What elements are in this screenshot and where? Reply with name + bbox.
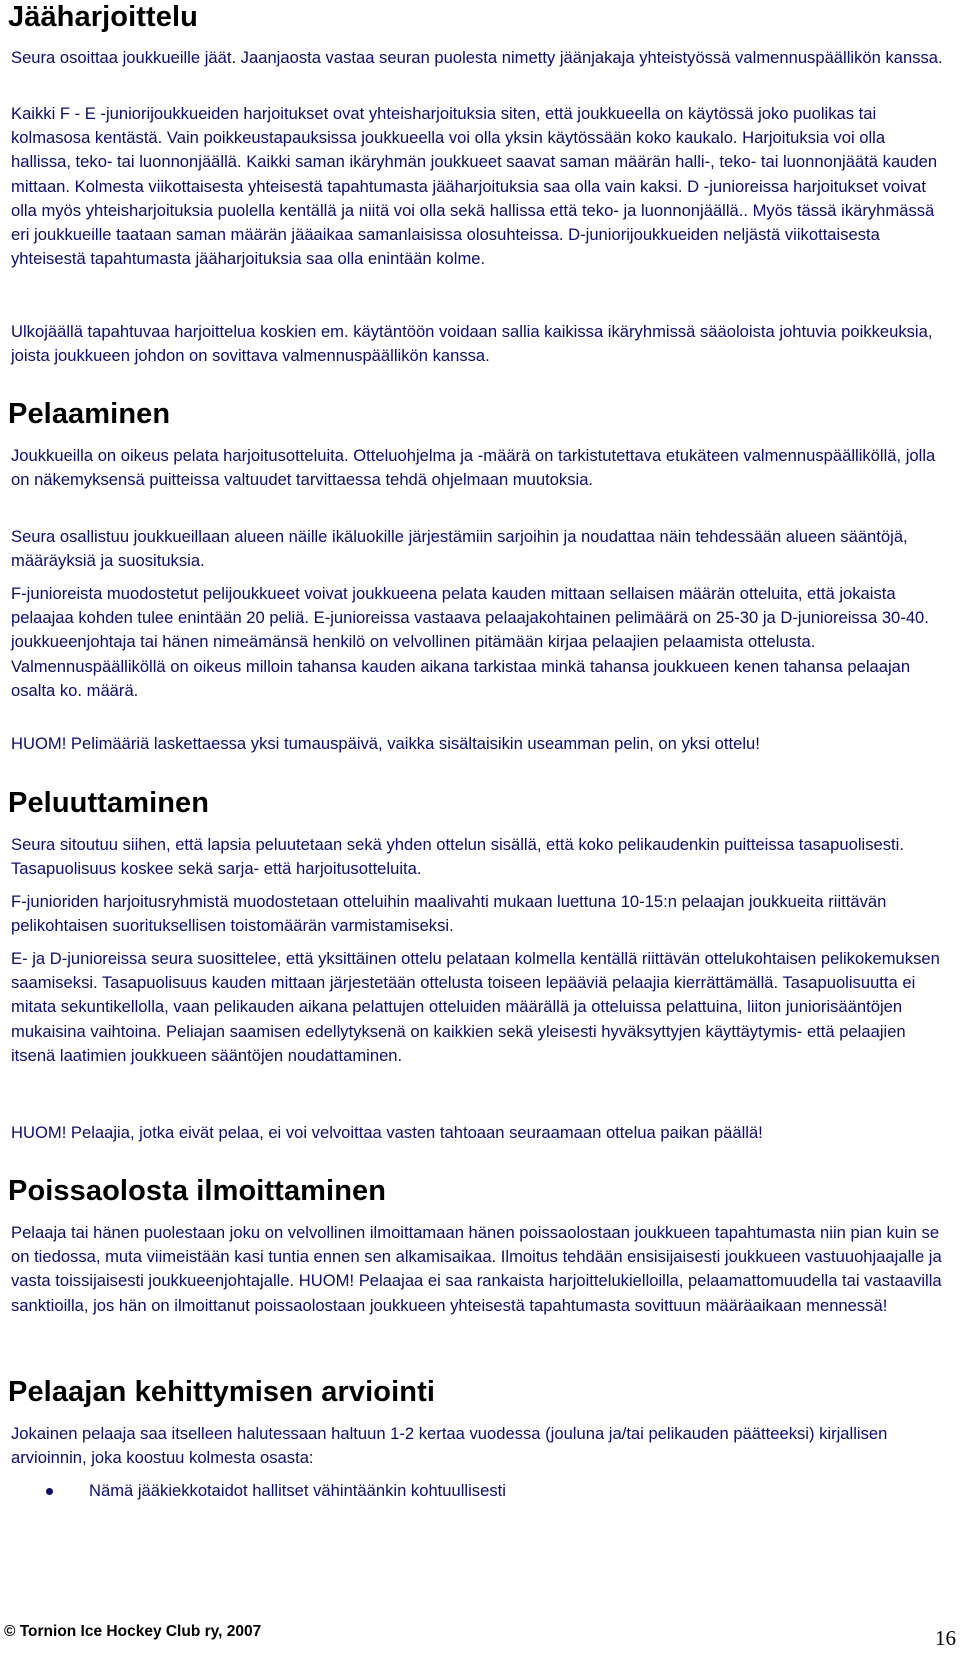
section-peluuttaminen (8, 786, 948, 820)
section-poissaolosta (8, 1174, 948, 1208)
paragraph: HUOM! Pelaajia, jotka eivät pelaa, ei voi velvoittaa vasten tahtoaan seuraamaan ottelua paikan päällä! (11, 1123, 763, 1142)
paragraph: Pelaaja tai hänen puolestaan joku on velvollinen ilmoittamaan hänen poissaolostaan joukkueen tapahtumasta niin pian kuin se on tiedossa, muta viimeistään kasi tuntia ennen sen alkamisaikaa. Ilmoitus tehdään ensisijaisesti joukkueen vastuuohjaajalle ja vasta toissijaisesti joukkueenjohtajalle. HUOM! Pelaajaa ei saa rankaista harjoittelukielloilla, pelaamattomuudella tai vastaavilla sanktioilla, jos hän on ilmoittanut poissaolostaan joukkueen yhteisestä tapahtumasta sovittuun määräaikaan mennessä! (11, 1223, 942, 1315)
paragraph: E- ja D-junioreissa seura suosittelee, että yksittäinen ottelu pelataan kolmella kentällä riittävän ottelukohtaisen pelikokemuksen saamiseksi. Tasapuolisuus kauden mittaan järjestetään ottelusta toiseen lepääviä pelaajia kierrättämällä. Tasapuolisuutta ei mitata sekuntikellolla, vaan pelikauden aikana pelattujen otteluiden määrällä ja otteluissa pelattuina, liiton juniorisääntöjen mukaisina vaihtoina. Peliajan saamisen edellytyksenä on kaikkien sekä yleisesti hyväksyttyjen käyttäytymis- että pelaajien itsenä laatimien joukkueen sääntöjen noudattaminen. (11, 949, 940, 1065)
paragraph: Jokainen pelaaja saa itselleen halutessaan haltuun 1-2 kertaa vuodessa (jouluna ja/tai pelikauden päätteeksi) kirjallisen arvioinnin, joka koostuu kolmesta osasta: (11, 1424, 888, 1468)
paragraph: HUOM! Pelimääriä laskettaessa yksi tumauspäivä, vaikka sisältaisikin useamman pelin, on yksi ottelu! (11, 734, 760, 753)
section-jaaharjoittelu (8, 0, 948, 34)
list-item-text: Nämä jääkiekkotaidot hallitset vähintäänkin kohtuullisesti (89, 1481, 506, 1500)
section-heading: Jääharjoittelu (8, 1, 198, 33)
paragraph: Kaikki F - E -juniorijoukkueiden harjoitukset ovat yhteisharjoituksia siten, että joukkueella on käytössä joko puolikas tai kolmasosa kentästä. Vain poikkeustapauksissa joukkueella voi olla yksin käytössään koko kaukalo. Harjoituksia voi olla hallissa, teko- tai luonnonjäällä. Kaikki saman ikäryhmän joukkueet saavat saman määrän halli-, teko- tai luonnonjäätä kauden mittaan. Kolmesta viikottaisesta yhteisestä tapahtumasta jääharjoituksia saa olla vain kaksi. D -junioreissa harjoitukset voivat olla myös yhteisharjoituksia puolella kentällä ja niitä voi olla sekä hallissa että teko- ja luonnonjäällä.. Myös tässä ikäryhmässä eri joukkueille taataan saman määrän jääaikaa samanlaisissa olosuhteissa. D-juniorijoukkueiden neljästä viikottaisesta yhteisestä tapahtumasta jääharjoituksia saa olla enintään kolme. (11, 104, 938, 269)
paragraph: F-junioreista muodostetut pelijoukkueet voivat joukkueena pelata kauden mittaan sellaisen määrän otteluita, että jokaista pelaajaa kohden tulee enintään 20 peliä. E-junioreissa vastaava pelaajakohtainen pelimäärä on 25-30 ja D-junioreissa 30-40. joukkueenjohtaja tai hänen nimeämänsä henkilö on velvollinen pitämään kirjaa pelaajien pelaamista ottelusta. Valmennuspäälliköllä on oikeus milloin tahansa kauden aikana tarkistaa minkä tahansa joukkueen kenen tahansa pelaajan osalta ko. määrä. (11, 584, 929, 700)
section-pelaaminen (8, 397, 948, 431)
bullet-icon (46, 1488, 53, 1495)
paragraph: Seura sitoutuu siihen, että lapsia peluutetaan sekä yhden ottelun sisällä, että koko pelikaudenkin puitteissa tasapuolisesti. Tasapuolisuus koskee sekä sarja- että harjoitusotteluita. (11, 835, 904, 879)
section-heading: Poissaolosta ilmoittaminen (8, 1175, 387, 1207)
section-heading: Pelaaminen (8, 398, 171, 430)
paragraph: Joukkueilla on oikeus pelata harjoitusotteluita. Otteluohjelma ja -määrä on tarkistutettava etukäteen valmennuspäälliköllä, jolla on näkemyksensä puitteissa valtuudet tarvittaessa tehdä ohjelmaan muutoksia. (11, 446, 936, 490)
footer-copyright: © Tornion Ice Hockey Club ry, 2007 (4, 1623, 262, 1640)
paragraph: Seura osoittaa joukkueille jäät. Jaanjaosta vastaa seuran puolesta nimetty jäänjakaja yhteistyössä valmennuspäällikön kanssa. (11, 48, 943, 67)
section-heading: Peluuttaminen (8, 787, 210, 819)
section-arviointi (8, 1375, 948, 1409)
paragraph: F-junioriden harjoitusryhmistä muodostetaan otteluihin maalivahti mukaan luettuna 10-15:n pelaajan joukkueita riittävän pelikohtaisen suorituksellisen toistomäärän varmistamiseksi. (11, 892, 887, 936)
section-heading: Pelaajan kehittymisen arviointi (8, 1376, 435, 1408)
page-number: 16 (935, 1626, 956, 1650)
paragraph: Ulkojäällä tapahtuvaa harjoittelua koskien em. käytäntöön voidaan sallia kaikissa ikäryhmissä sääoloista johtuvia poikkeuksia, joista joukkueen johdon on sovittava valmennuspäällikön kanssa. (11, 322, 933, 366)
paragraph: Seura osallistuu joukkueillaan alueen näille ikäluokille järjestämiin sarjoihin ja noudattaa näin tehdessään alueen sääntöjä, määräyksiä ja suosituksia. (11, 527, 908, 571)
